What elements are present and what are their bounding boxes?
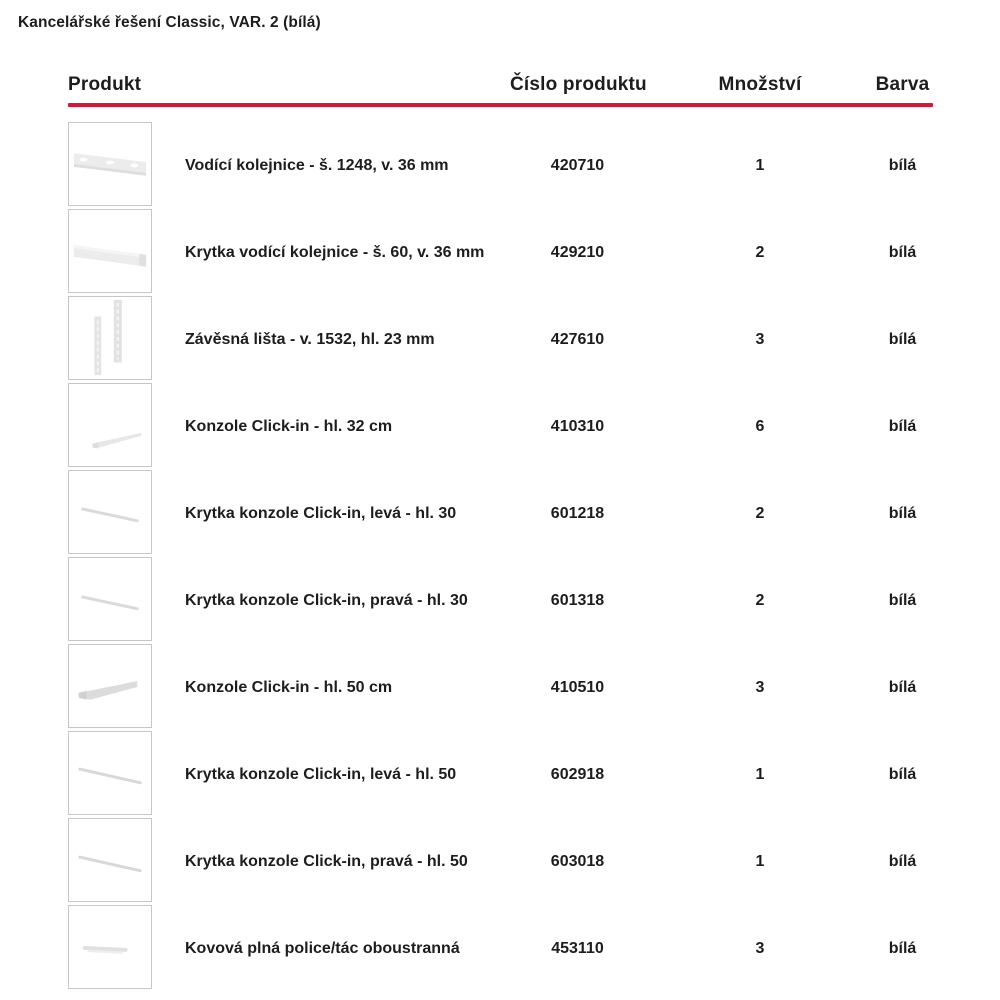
product-number: 420710	[550, 156, 605, 174]
product-quantity: 6	[755, 417, 765, 435]
table-row	[68, 470, 970, 557]
product-number: 427610	[550, 330, 605, 348]
product-quantity: 2	[755, 504, 765, 522]
product-name: Krytka konzole Click-in, pravá - hl. 50	[185, 852, 468, 870]
product-color: bílá	[888, 330, 917, 348]
product-color: bílá	[888, 417, 917, 435]
table-row	[68, 296, 970, 383]
product-number: 601318	[550, 591, 605, 609]
bracket-cover-left-long-image	[68, 731, 152, 815]
product-name: Krytka konzole Click-in, levá - hl. 30	[185, 504, 457, 522]
bracket-cover-left-image	[68, 470, 152, 554]
header-divider-line	[68, 103, 933, 107]
table-row	[68, 557, 970, 644]
product-quantity: 3	[755, 939, 765, 957]
table-header-row	[68, 62, 970, 96]
bracket-cover-right-image	[68, 557, 152, 641]
table-body	[68, 122, 970, 992]
product-quantity: 1	[755, 765, 765, 783]
product-name: Krytka vodící kolejnice - š. 60, v. 36 mm	[185, 243, 485, 261]
product-color: bílá	[888, 591, 917, 609]
table-row	[68, 731, 970, 818]
table-row	[68, 209, 970, 296]
product-color: bílá	[888, 765, 917, 783]
column-header-color: Barva	[875, 74, 930, 95]
product-color: bílá	[888, 156, 917, 174]
product-number: 410510	[550, 678, 605, 696]
product-quantity: 3	[755, 330, 765, 348]
bracket-32-image	[68, 383, 152, 467]
product-name: Kovová plná police/tác oboustranná	[185, 939, 460, 957]
guide-rail-cover-image	[68, 209, 152, 293]
product-number: 601218	[550, 504, 605, 522]
product-quantity: 1	[755, 852, 765, 870]
product-name: Krytka konzole Click-in, levá - hl. 50	[185, 765, 457, 783]
table-row	[68, 644, 970, 731]
product-name: Krytka konzole Click-in, pravá - hl. 30	[185, 591, 468, 609]
product-name: Závěsná lišta - v. 1532, hl. 23 mm	[185, 330, 435, 348]
hanging-strip-image	[68, 296, 152, 380]
page-title: Kancelářské řešení Classic, VAR. 2 (bílá)	[18, 14, 321, 31]
product-color: bílá	[888, 678, 917, 696]
table-row	[68, 383, 970, 470]
column-header-product: Produkt	[68, 74, 142, 95]
product-quantity: 3	[755, 678, 765, 696]
product-color: bílá	[888, 852, 917, 870]
product-color: bílá	[888, 939, 917, 957]
parts-table	[68, 62, 970, 992]
metal-shelf-image	[68, 905, 152, 989]
product-color: bílá	[888, 504, 917, 522]
product-color: bílá	[888, 243, 917, 261]
column-header-product-number: Číslo produktu	[510, 74, 647, 95]
table-row	[68, 818, 970, 905]
product-number: 429210	[550, 243, 605, 261]
table-row	[68, 905, 970, 992]
product-quantity: 1	[755, 156, 765, 174]
product-name: Vodící kolejnice - š. 1248, v. 36 mm	[185, 156, 449, 174]
product-quantity: 2	[755, 591, 765, 609]
product-number: 410310	[550, 417, 605, 435]
product-number: 602918	[550, 765, 605, 783]
product-number: 453110	[551, 939, 604, 957]
guide-rail-image	[68, 122, 152, 206]
product-name: Konzole Click-in - hl. 32 cm	[185, 417, 393, 435]
column-header-quantity: Množství	[718, 74, 802, 95]
product-quantity: 2	[755, 243, 765, 261]
product-name: Konzole Click-in - hl. 50 cm	[185, 678, 393, 696]
table-row	[68, 122, 970, 209]
product-number: 603018	[550, 852, 605, 870]
bracket-cover-right-long-image	[68, 818, 152, 902]
bracket-50-image	[68, 644, 152, 728]
